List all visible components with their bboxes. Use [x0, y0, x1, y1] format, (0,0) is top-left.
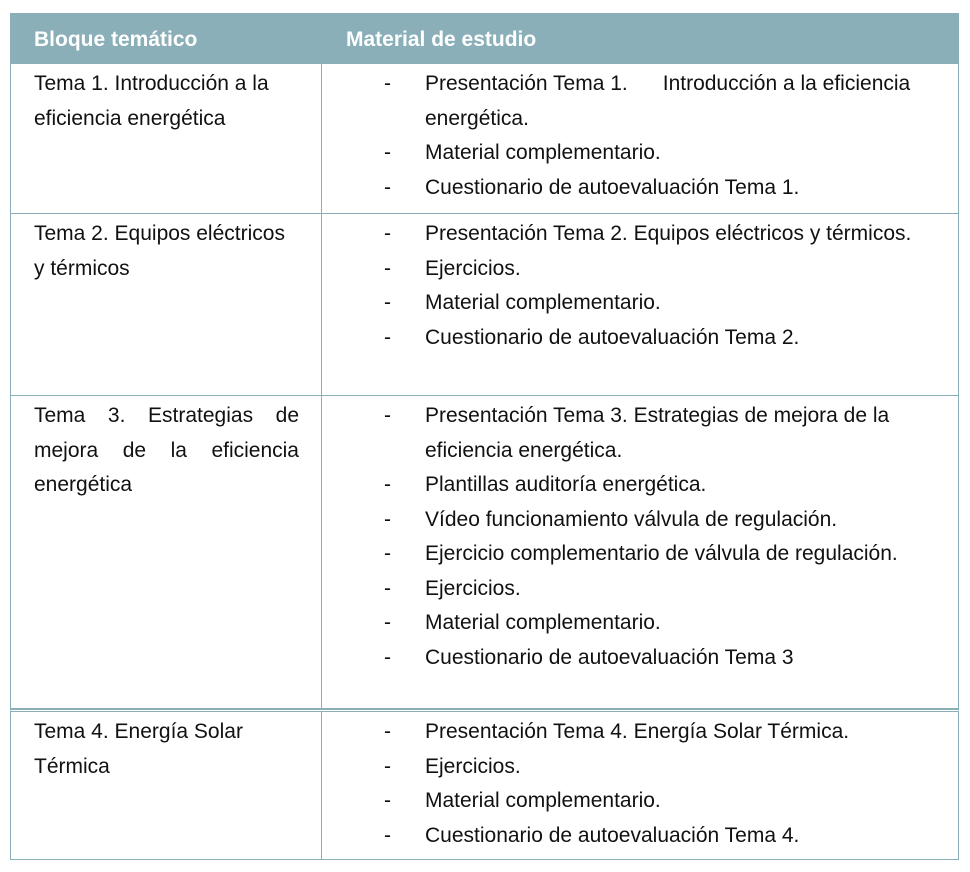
- table-row: [10, 63, 959, 214]
- list-item: [11, 606, 959, 641]
- material-list: [11, 67, 959, 205]
- table-row: [10, 214, 959, 396]
- list-item: [11, 67, 959, 136]
- dash-bullet: -: [384, 542, 391, 565]
- header-material-de-estudio: Material de estudio: [346, 28, 537, 51]
- dash-bullet: -: [384, 404, 391, 427]
- list-item: [11, 321, 959, 356]
- list-item-text: Ejercicios.: [425, 576, 521, 600]
- list-item: [11, 217, 959, 252]
- tema-cell: Tema 1. Introducción a la eficiencia energética: [34, 72, 269, 130]
- material-list: [11, 715, 959, 853]
- dash-bullet: -: [384, 611, 391, 634]
- header-bloque-tematico: Bloque temático: [34, 28, 198, 51]
- list-item: [11, 641, 959, 676]
- dash-bullet: -: [384, 325, 391, 349]
- table-header: [10, 13, 959, 63]
- list-item: [11, 537, 959, 572]
- list-item-text: Vídeo funcionamiento válvula de regulación.: [425, 507, 838, 531]
- tema-cell: Tema 4. Energía Solar Térmica: [34, 720, 243, 778]
- dash-bullet: -: [384, 141, 391, 164]
- dash-bullet: -: [384, 576, 391, 600]
- list-item: [11, 252, 959, 287]
- list-item: [11, 784, 959, 819]
- dash-bullet: -: [384, 789, 391, 812]
- list-item-text: Cuestionario de autoevaluación Tema 2.: [425, 325, 800, 349]
- dash-bullet: -: [384, 291, 391, 314]
- list-item-text: Presentación Tema 2. Equipos eléctricos y térmicos.: [425, 222, 912, 245]
- dash-bullet: -: [384, 507, 391, 531]
- dash-bullet: -: [384, 823, 391, 847]
- table-row: [10, 396, 959, 709]
- list-item-text: Material complementario.: [425, 141, 661, 164]
- dash-bullet: -: [384, 720, 391, 743]
- list-item: [11, 750, 959, 785]
- list-item: [11, 171, 959, 206]
- list-item-text: Presentación Tema 4. Energía Solar Térmica.: [425, 720, 850, 743]
- list-item: [11, 715, 959, 750]
- dash-bullet: -: [384, 222, 391, 245]
- tema-cell: Tema 2. Equipos eléctricos y térmicos: [34, 222, 285, 280]
- list-item: [11, 468, 959, 503]
- material-list: [11, 399, 959, 675]
- list-item-text: Material complementario.: [425, 291, 661, 314]
- list-item-text: Plantillas auditoría energética.: [425, 473, 707, 496]
- list-item: [11, 399, 959, 468]
- list-item-text: Presentación Tema 3. Estrategias de mejora de la eficiencia energética.: [425, 404, 890, 462]
- list-item: [11, 286, 959, 321]
- list-item-text: Ejercicio complementario de válvula de regulación.: [425, 542, 898, 565]
- list-item-text: Material complementario.: [425, 789, 661, 812]
- table-row: [10, 709, 959, 860]
- list-item-text: Material complementario.: [425, 611, 661, 634]
- list-item-text: Cuestionario de autoevaluación Tema 1.: [425, 175, 800, 199]
- dash-bullet: -: [384, 256, 391, 280]
- list-item: [11, 503, 959, 538]
- list-item-text: Ejercicios.: [425, 754, 521, 778]
- material-list: [11, 217, 959, 355]
- list-item-text: Presentación Tema 1. Introducción a la eficiencia energética.: [425, 72, 917, 130]
- list-item: [11, 572, 959, 607]
- list-item-text: Ejercicios.: [425, 256, 521, 280]
- list-item-text: Cuestionario de autoevaluación Tema 4.: [425, 823, 800, 847]
- study-material-table: [10, 13, 959, 860]
- tema-cell: Tema 3. Estrategias de mejora de la eficiencia energética: [34, 404, 299, 496]
- list-item: [11, 819, 959, 854]
- dash-bullet: -: [384, 754, 391, 778]
- dash-bullet: -: [384, 175, 391, 199]
- dash-bullet: -: [384, 473, 391, 496]
- list-item: [11, 136, 959, 171]
- dash-bullet: -: [384, 645, 391, 669]
- dash-bullet: -: [384, 72, 391, 95]
- list-item-text: Cuestionario de autoevaluación Tema 3: [425, 645, 794, 669]
